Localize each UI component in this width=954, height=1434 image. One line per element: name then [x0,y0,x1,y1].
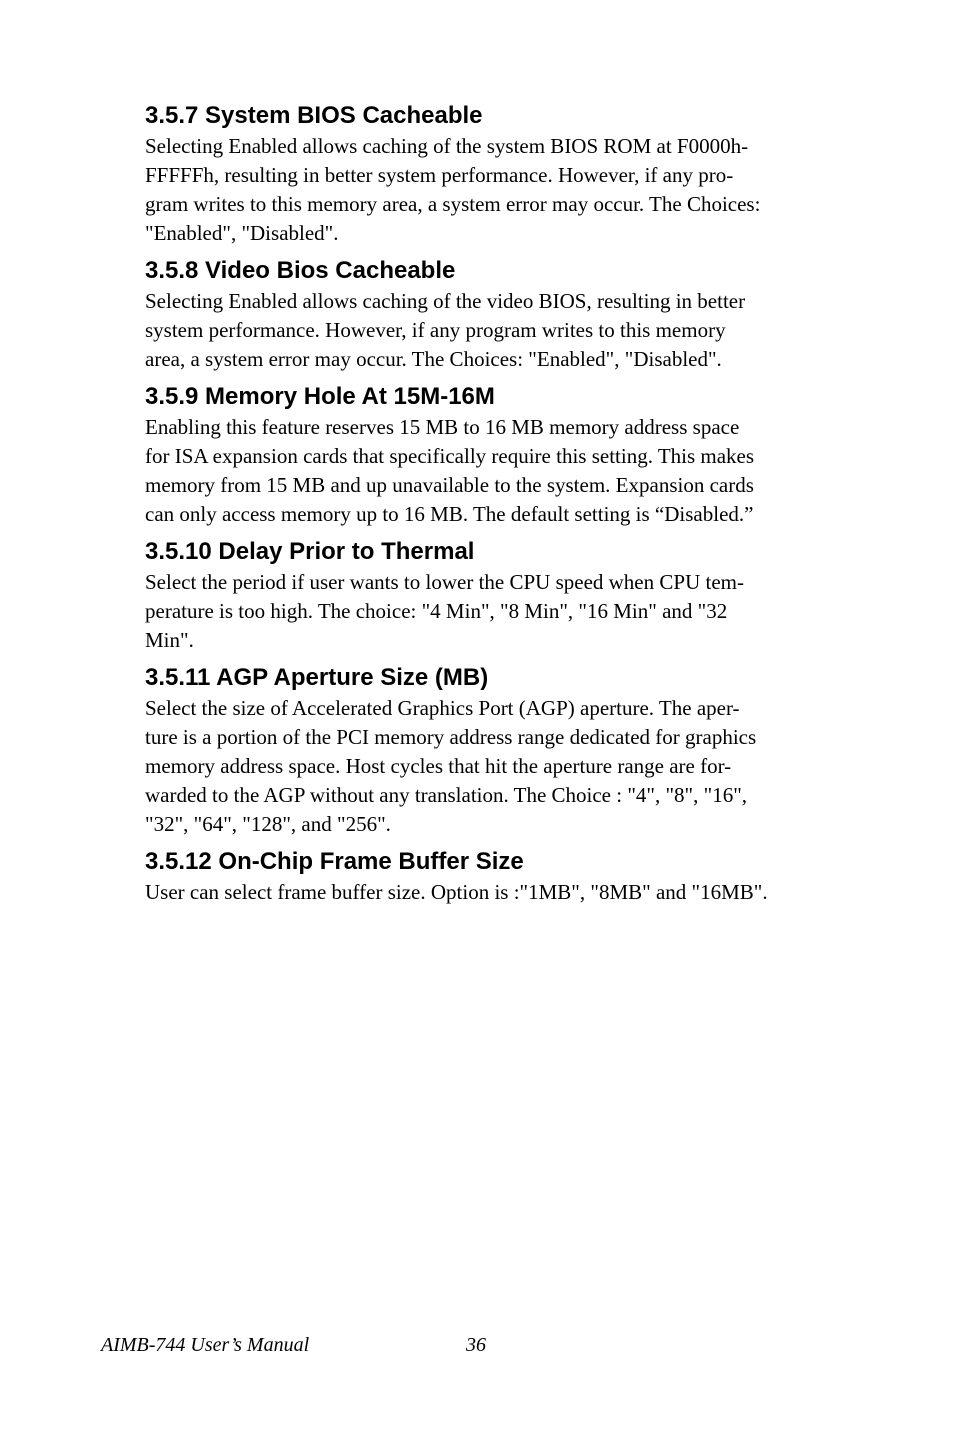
section-heading: 3.5.8 Video Bios Cacheable [145,257,456,284]
section-agp-aperture-size [145,662,875,839]
section-body: Enabling this feature reserves 15 MB to 16 MB memory address space for ISA expansion cards that specifically require this setting. This makes memory from 15 MB and up unavailable to the system. Expansion cards can only access memory up to 16 MB. The default setting is “Disabled.” [145,415,755,526]
section-body: Select the size of Accelerated Graphics Port (AGP) aperture. The aper- ture is a portion of the PCI memory address range dedicated for graphics memory address space. Host cycles that hit the aperture range are for- warded to the AGP without any translation. The Choice : "4", "8", "16", "32", "64", "128", and "256". [145,696,757,836]
footer-page-number: 36 [466,1334,486,1356]
section-heading: 3.5.12 On-Chip Frame Buffer Size [145,848,524,875]
section-heading: 3.5.11 AGP Aperture Size (MB) [145,664,489,691]
section-video-bios-cacheable [145,255,875,374]
section-system-bios-cacheable [145,100,875,248]
footer-manual-title: AIMB-744 User’s Manual [101,1334,310,1356]
section-on-chip-frame-buffer [145,846,875,907]
section-body: Selecting Enabled allows caching of the video BIOS, resulting in better system performance. However, if any program writes to this memory area, a system error may occur. The Choices: "Enabled", "Disabled". [145,289,746,371]
section-delay-prior-to-thermal [145,536,875,655]
section-memory-hole [145,381,875,529]
section-body: User can select frame buffer size. Option is :"1MB", "8MB" and "16MB". [145,880,768,904]
section-body: Select the period if user wants to lower the CPU speed when CPU tem- perature is too high. The choice: "4 Min", "8 Min", "16 Min" and "32 Min". [145,570,744,652]
section-heading: 3.5.10 Delay Prior to Thermal [145,538,475,565]
section-heading: 3.5.9 Memory Hole At 15M-16M [145,383,495,410]
section-body: Selecting Enabled allows caching of the system BIOS ROM at F0000h- FFFFFh, resulting in better system performance. However, if any pro- gram writes to this memory area, a system error may occur. The Choices: "Enabled", "Disabled". [145,134,761,245]
page-content [145,100,875,914]
section-heading: 3.5.7 System BIOS Cacheable [145,102,483,129]
